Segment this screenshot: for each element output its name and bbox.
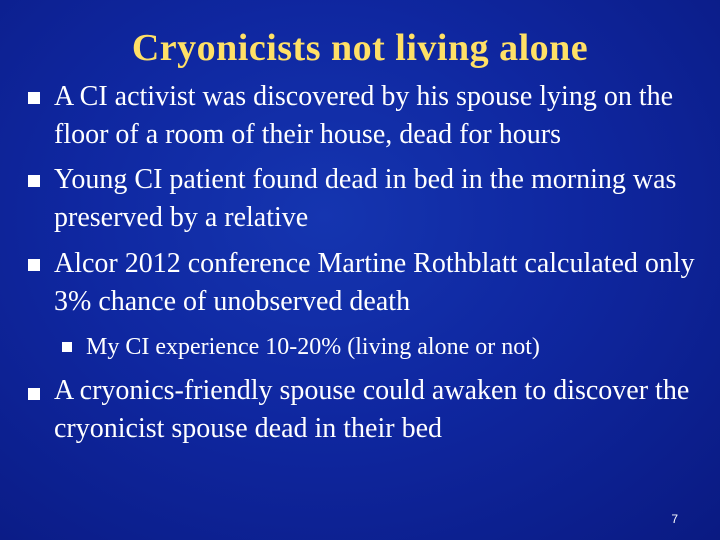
square-bullet-icon [28,175,40,187]
bullet-item-4: A cryonics-friendly spouse could awaken to discover the cryonicist spouse dead in their bed [54,375,690,444]
square-bullet-icon [62,342,72,352]
square-bullet-icon [28,92,40,104]
slide-title: Cryonicists not living alone [131,27,589,69]
square-bullet-icon [28,388,40,400]
sub-bullet-item-1: My CI experience 10-20% (living alone or not) [86,334,540,360]
bullet-item-2: Young CI patient found dead in bed in the morning was preserved by a relative [54,164,677,233]
bullet-item-1: A CI activist was discovered by his spouse lying on the floor of a room of their house, dead for hours [54,81,674,150]
square-bullet-icon [28,259,40,271]
page-number: 7 [671,512,678,526]
bullet-item-3: Alcor 2012 conference Martine Rothblatt calculated only 3% chance of unobserved death [54,248,695,317]
